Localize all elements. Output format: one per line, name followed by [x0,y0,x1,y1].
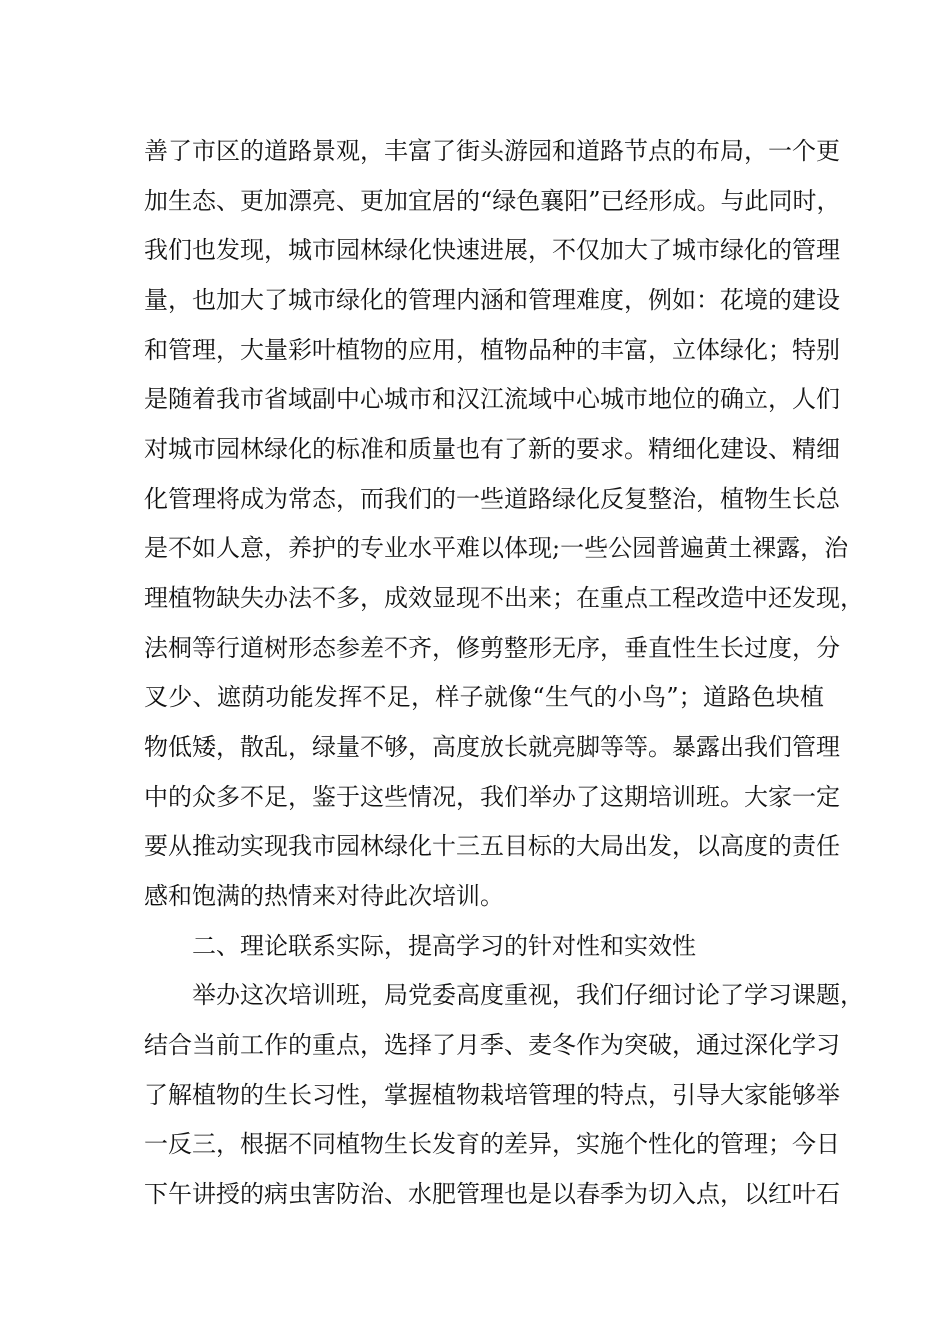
text-line-22: 下午讲授的病虫害防治、水肥管理也是以春季为切入点，以红叶石 [144,1180,840,1208]
text-line-21: 一反三，根据不同植物生长发育的差异，实施个性化的管理；今日 [144,1130,840,1158]
text-line-9: 是不如人意，养护的专业水平难以体现;一些公园普遍黄土裸露，治 [144,534,849,562]
text-line-4: 量，也加大了城市绿化的管理内涵和管理难度，例如：花境的建设 [144,286,840,314]
text-line-19: 结合当前工作的重点，选择了月季、麦冬作为突破，通过深化学习 [144,1031,840,1059]
text-line-2: 加生态、更加漂亮、更加宜居的“绿色襄阳”已经形成。与此同时， [144,187,841,215]
text-line-14: 中的众多不足，鉴于这些情况，我们举办了这期培训班。大家一定 [144,783,840,811]
text-line-6: 是随着我市省域副中心城市和汉江流域中心城市地位的确立，人们 [144,385,840,413]
text-line-13: 物低矮，散乱，绿量不够，高度放长就亮脚等等。暴露出我们管理 [144,733,840,761]
text-line-10: 理植物缺失办法不多，成效显现不出来；在重点工程改造中还发现， [144,584,864,612]
text-line-12: 叉少、遮荫功能发挥不足，样子就像“生气的小鸟”；道路色块植 [144,683,824,711]
text-line-16: 感和饱满的热情来对待此次培训。 [144,882,504,910]
text-line-1: 善了市区的道路景观，丰富了街头游园和道路节点的布局，一个更 [144,137,840,165]
text-line-8: 化管理将成为常态，而我们的一些道路绿化反复整治，植物生长总 [144,485,840,513]
text-line-7: 对城市园林绿化的标准和质量也有了新的要求。精细化建设、精细 [144,435,840,463]
text-line-3: 我们也发现，城市园林绿化快速进展，不仅加大了城市绿化的管理 [144,236,840,264]
text-line-11: 法桐等行道树形态参差不齐，修剪整形无序，垂直性生长过度，分 [144,634,840,662]
text-line-5: 和管理，大量彩叶植物的应用，植物品种的丰富，立体绿化；特别 [144,336,840,364]
text-line-20: 了解植物的生长习性，掌握植物栽培管理的特点，引导大家能够举 [144,1081,840,1109]
section-heading: 二、理论联系实际，提高学习的针对性和实效性 [192,932,696,960]
text-line-15: 要从推动实现我市园林绿化十三五目标的大局出发，以高度的责任 [144,832,840,860]
text-line-18: 举办这次培训班，局党委高度重视，我们仔细讨论了学习课题， [192,981,864,1009]
